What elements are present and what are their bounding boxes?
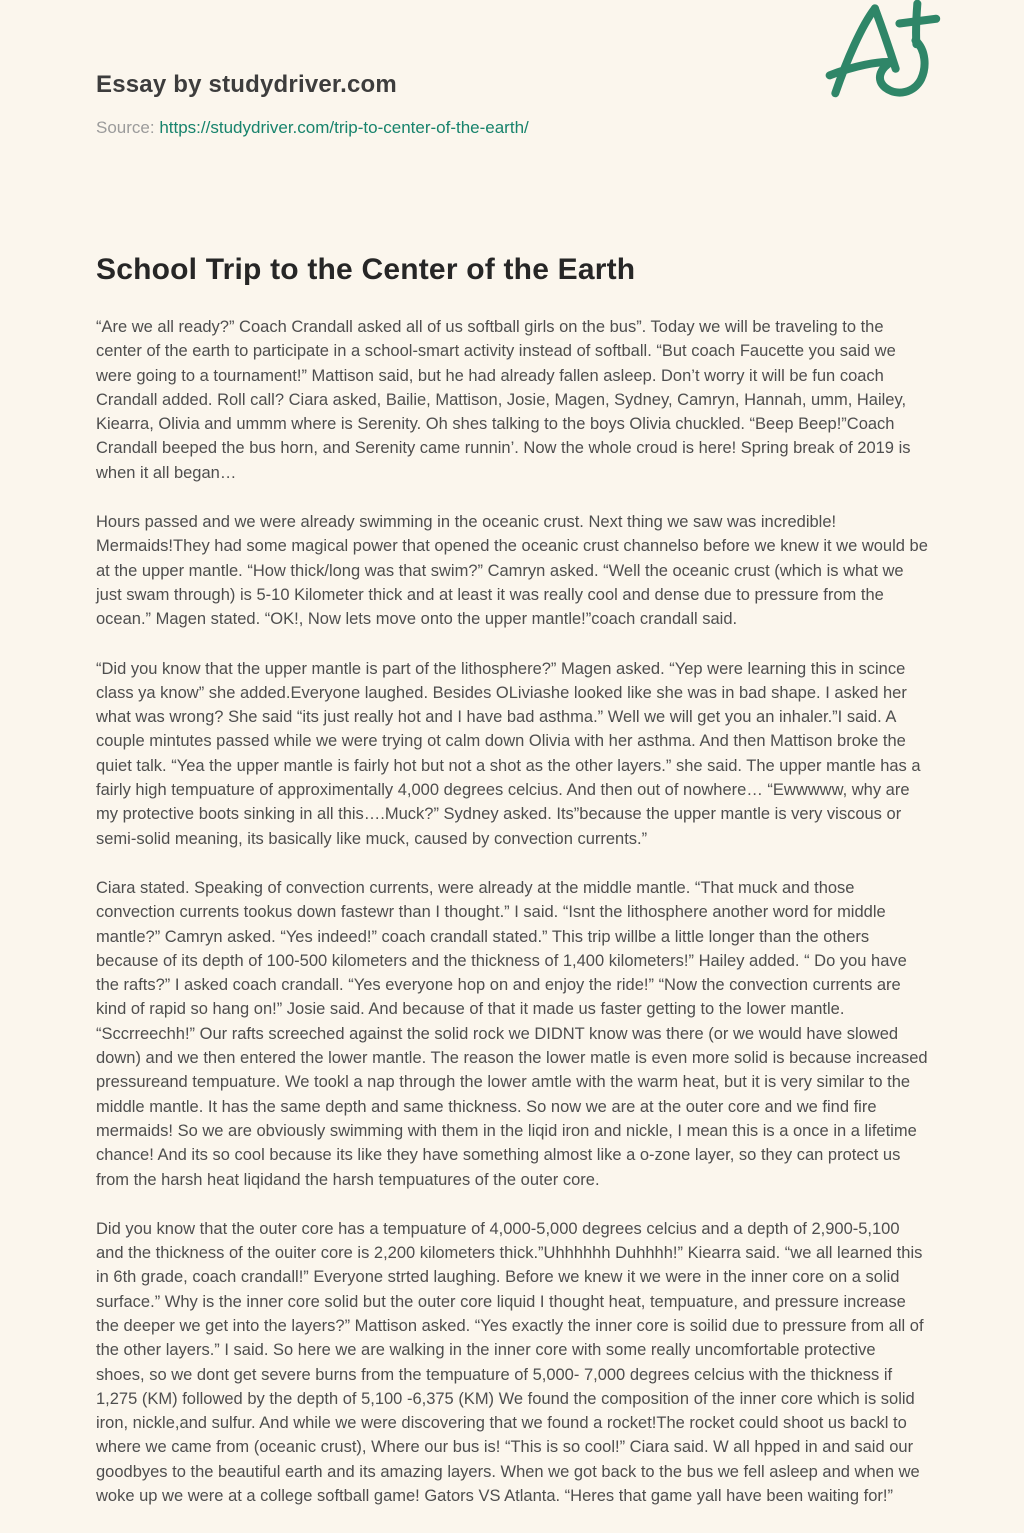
essay-paragraph-1: “Are we all ready?” Coach Crandall asked all of us softball girls on the bus”. Today we will be traveling to the center of the earth to participate in a school-smart activity instead of softball. “But coach Faucette you said we were going to a tournament!” Mattison said, but he had already fallen asleep. Don’t worry it will be fun coach Crandall added. Roll call? Ciara asked, Bailie, Mattison, Josie, Magen, Sydney, Camryn, Hannah, umm, Hailey, Kiearra, Olivia and ummm where is Serenity. Oh shes talking to the boys Olivia chuckled. “Beep Beep!”Coach Crandall beeped the bus horn, and Serenity came runnin’. Now the whole croud is here! Spring break of 2019 is when it all began… [96, 318, 911, 482]
source-line [96, 117, 928, 139]
a-plus-logo-icon [824, 0, 956, 100]
source-link[interactable]: https://studydriver.com/trip-to-center-of-the-earth/ [159, 118, 529, 137]
essay-paragraph-2: Hours passed and we were already swimming in the oceanic crust. Next thing we saw was incredible! Mermaids!They had some magical power that opened the oceanic crust channelso before we knew it we would be at the upper mantle. “How thick/long was that swim?” Camryn asked. “Well the oceanic crust (which is what we just swam through) is 5-10 Kilometer thick and at least it was really cool and dense due to pressure from the ocean.” Magen stated. “OK!, Now lets move onto the upper mantle!”coach crandall said. [96, 513, 928, 629]
essay-paragraph-3: “Did you know that the upper mantle is part of the lithosphere?” Magen asked. “Yep were learning this in scince class ya know” she added.Everyone laughed. Besides OLiviashe looked like she was in bad shape. I asked her what was wrong? She said “its just really hot and I have bad asthma.” Well we will get you an inhaler.”I said. A couple mintutes passed while we were trying ot calm down Olivia with her asthma. And then Mattison broke the quiet talk. “Yea the upper mantle is fairly hot but not a shot as the other layers.” she said. The upper mantle has a fairly high tempuature of approximentally 4,000 degrees celcius. And then out of nowhere… “Ewwwww, why are my protective boots sinking in all this….Muck?” Sydney asked. Its”because the upper mantle is very viscous or semi-solid meaning, its basically like muck, caused by convection currents.” [96, 659, 921, 848]
essay-content [96, 252, 928, 1508]
source-label: Source: [96, 118, 155, 137]
essay-paragraph-4: Ciara stated. Speaking of convection currents, were already at the middle mantle. “That muck and those convection currents tookus down fastewr than I thought.” I said. “Isnt the lithosphere another word for middle mantle?” Camryn asked. “Yes indeed!” coach crandall stated.” This trip willbe a little longer than the others because of its depth of 100-500 kilometers and the thickness of 1,400 kilometers!” Hailey added. “ Do you have the rafts?” I asked coach crandall. “Yes everyone hop on and enjoy the ride!” “Now the convection currents are kind of rapid so hang on!” Josie said. And because of that it made us faster getting to the lower mantle. “Sccrreechh!” Our rafts screeched against the solid rock we DIDNT know was there (or we would have slowed down) and we then entered the lower mantle. The reason the lower matle is even more solid is because increased pressureand tempuature. We tookl a nap through the lower amtle with the warm heat, but it is very similar to the middle mantle. It has the same depth and same thickness. So now we are at the outer core and we find fire mermaids! So we are obviously swimming with them in the liqid iron and nickle, I mean this is a once in a lifetime chance! And its so cool because its like they have something almost like a o-zone layer, so they can protect us from the harsh heat liqidand the harsh tempuatures of the outer core. [96, 878, 928, 1189]
essay-paragraph-5: Did you know that the outer core has a tempuature of 4,000-5,000 degrees celcius and a depth of 2,900-5,100 and the thickness of the ouiter core is 2,200 kilometers thick.”Uhhhhhh Duhhhh!” Kiearra said. “we all learned this in 6th grade, coach crandall!” Everyone strted laughing. Before we knew it we were in the inner core on a solid surface.” Why is the inner core solid but the outer core liquid I thought heat, tempuature, and pressure increase the deeper we get into the layers?” Mattison asked. “Yes exactly the inner core is soilid due to pressure from all of the other layers.” I said. So here we are walking in the inner core with some really uncomfortable protective shoes, so we dont get severe burns from the tempuature of 5,000- 7,000 degrees celcius with the thickness if 1,275 (KM) followed by the depth of 5,100 -6,375 (KM) We found the composition of the inner core which is solid iron, nickle,and sulfur. And while we were discovering that we found a rocket!The rocket could shoot us backl to where we came from (oceanic crust), Where our bus is! “This is so cool!” Ciara said. W all hpped in and said our goodbyes to the beautiful earth and its amazing layers. When we got back to the bus we fell asleep and when we woke up we were at a college softball game! Gators VS Atlanta. “Heres that game yall have been waiting for!” [96, 1219, 924, 1506]
page-header [96, 70, 928, 139]
essay-page [96, 0, 928, 1508]
site-title: Essay by studydriver.com [96, 71, 397, 98]
essay-title: School Trip to the Center of the Earth [96, 253, 636, 286]
essay-body [96, 315, 928, 1508]
